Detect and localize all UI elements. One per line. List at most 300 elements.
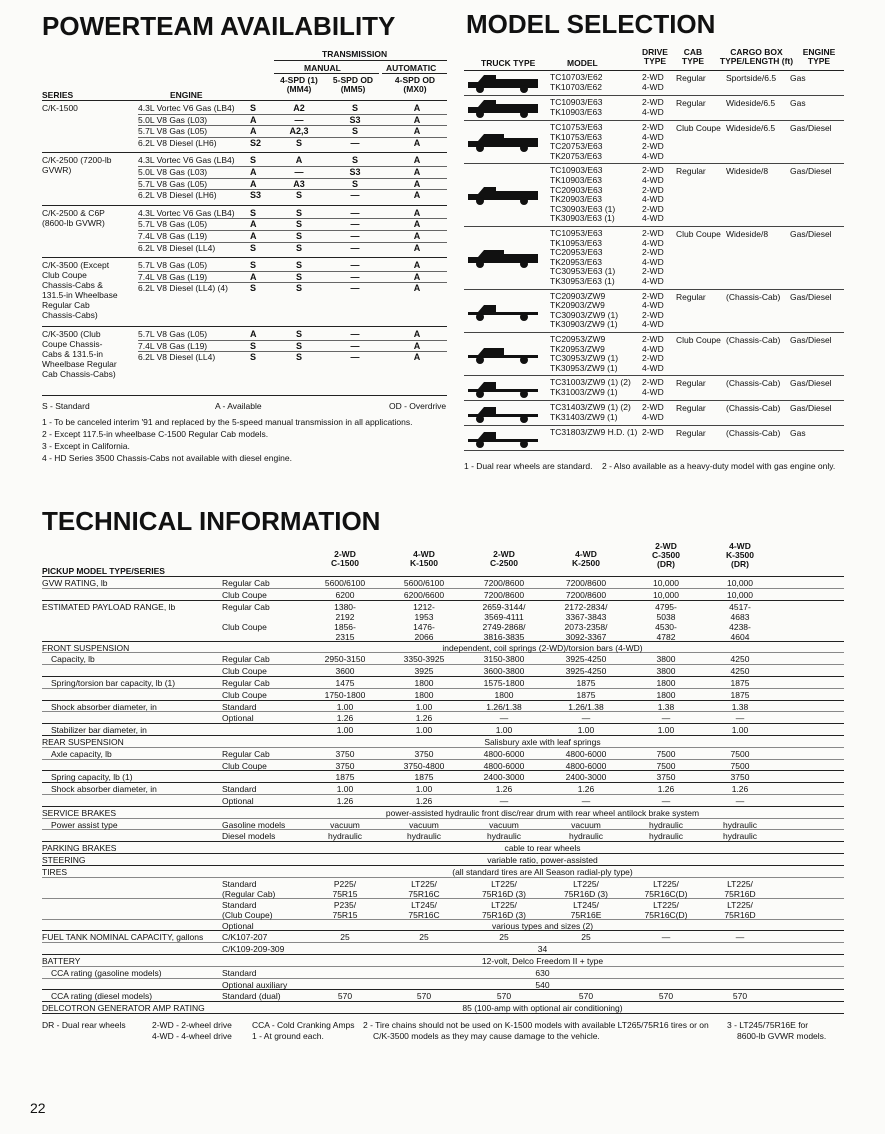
cell-value: LT225/ 75R16C <box>408 878 440 899</box>
model-code: TK20903/ZW9 <box>550 300 605 311</box>
engine-name: 4.3L Vortec V6 Gas (LB4) <box>138 155 235 166</box>
mm5-value: — <box>350 219 360 230</box>
avail-value: A <box>250 329 257 340</box>
cab-type: Club Coupe <box>676 123 721 133</box>
row-sub: Club Coupe <box>222 666 267 677</box>
cell-value: 7500 <box>730 748 750 759</box>
row-sub: Regular Cab <box>222 748 270 759</box>
model-selection-title: MODEL SELECTION <box>466 9 716 39</box>
model-list <box>550 428 637 438</box>
row-label: CCA rating (diesel models) <box>51 991 153 1002</box>
avail-value: S <box>250 242 257 253</box>
row-span-value: independent, coil springs (2-WD)/torsion bars (4-WD) <box>442 642 643 653</box>
mx0-value: A <box>413 283 421 294</box>
mm4-value: S <box>295 190 302 201</box>
drive-type: 4-WD <box>642 386 664 397</box>
tech-row <box>42 760 844 772</box>
model-list <box>550 292 618 330</box>
row-sub: Standard <box>222 967 257 978</box>
mx0-value: A <box>413 103 421 113</box>
divider <box>274 60 447 61</box>
engine-row <box>138 103 447 115</box>
mm4-value: — <box>294 166 304 177</box>
tech-col-header <box>466 550 542 568</box>
row-span-value: 630 <box>535 967 550 978</box>
drive-type: 2-WD <box>642 141 664 152</box>
row-sub: Regular Cab <box>222 677 270 688</box>
engine-row <box>138 329 447 341</box>
tech-row <box>42 653 844 665</box>
mm4-value: A2 <box>293 103 305 113</box>
cell-value: 1475 <box>335 677 355 688</box>
model-code: TK20753/E63 <box>550 150 602 161</box>
cell-value: 1.00 <box>336 784 354 795</box>
col-drive: 4-WD <box>413 549 435 559</box>
mm5-value: S <box>351 126 358 137</box>
cell-value: 1.00 <box>577 725 595 736</box>
row-sub: Club Coupe <box>222 589 267 600</box>
cell-value: P235/ 75R15 <box>332 899 358 920</box>
mm5-value: — <box>350 230 360 241</box>
mx0-value: A <box>413 230 421 241</box>
col-pickup-type: PICKUP MODEL TYPE/SERIES <box>42 566 165 576</box>
mm4-value: S <box>295 283 302 294</box>
drive-type: 4-WD <box>642 362 664 373</box>
model-selection-body <box>464 71 844 451</box>
cargo-box: (Chassis-Cab) <box>726 403 781 414</box>
col-engine: ENGINE <box>170 90 203 100</box>
row-sub: Optional <box>222 920 254 931</box>
model-row <box>464 376 844 401</box>
cell-value: 1.00 <box>495 725 513 736</box>
cell-value: 1800 <box>414 677 434 688</box>
row-label: Shock absorber diameter, in <box>51 701 157 712</box>
transmission-label: TRANSMISSION <box>322 49 388 59</box>
avail-value: S <box>250 103 257 113</box>
engine-name: 6.2L V8 Diesel (LH6) <box>138 137 217 148</box>
cell-value: LT225/ 75R16D <box>724 878 756 899</box>
avail-value: S <box>250 283 257 294</box>
col-drive: 4-WD <box>575 549 597 559</box>
cab-type: Club Coupe <box>676 228 721 239</box>
col-series: K-2500 <box>572 558 600 568</box>
mm4-value: S <box>295 352 302 363</box>
drive-type: 2-WD <box>642 184 664 195</box>
model-code: TC10903/E63 <box>550 165 603 176</box>
mm5-value: — <box>350 190 360 201</box>
cell-value: 5600/6100 <box>403 578 445 588</box>
model-code: TC20953/E63 <box>550 247 603 258</box>
mm4-value: S <box>295 340 302 351</box>
cell-value: 1.26 <box>415 795 433 806</box>
avail-value: A <box>250 219 257 230</box>
engine-row <box>138 219 447 231</box>
mm5-value: S <box>351 155 358 166</box>
row-label: FRONT SUSPENSION <box>42 642 130 653</box>
avail-value: S <box>250 340 257 351</box>
engine-name: 7.4L V8 Gas (L19) <box>138 271 208 282</box>
tech-row <box>42 771 844 783</box>
cell-value: 1.26/1.38 <box>486 701 522 712</box>
legend-available: A - Available <box>215 401 262 412</box>
divider <box>274 73 379 74</box>
drive-type: 4-WD <box>642 275 664 286</box>
mx0-value: A <box>413 207 421 218</box>
row-span-value: variable ratio, power-assisted <box>487 854 598 865</box>
col-cargo: CARGO BOX TYPE/LENGTH (ft) <box>719 47 794 66</box>
cell-value: LT225/ 75R16D (3) <box>482 878 526 899</box>
model-code: TC31003/ZW9 (1) (2) <box>550 377 631 388</box>
cell-value: 3350-3925 <box>403 654 445 665</box>
drive-type: 2-WD <box>642 402 664 413</box>
engine-name: 5.0L V8 Gas (L03) <box>138 166 208 177</box>
cell-value: LT245/ 75R16C <box>408 899 440 920</box>
model-code: TC31403/ZW9 (1) (2) <box>550 402 631 413</box>
engine-name: 6.2L V8 Diesel (LH6) <box>138 190 217 201</box>
cell-value: 7500 <box>730 760 750 771</box>
avail-value: S2 <box>250 137 262 148</box>
avail-value: A <box>250 230 257 241</box>
model-code: TC30903/E63 (1) <box>550 203 616 214</box>
engine-row <box>138 179 447 191</box>
engine-name: 5.7L V8 Gas (L05) <box>138 219 208 230</box>
row-label: BATTERY <box>42 955 81 966</box>
model-code: TC31803/ZW9 H.D. (1) <box>550 427 638 438</box>
cell-value: 4800-6000 <box>483 760 525 771</box>
cell-value: 1800 <box>494 689 514 700</box>
tech-row <box>42 830 844 842</box>
cargo-box: Sportside/6.5 <box>726 73 777 83</box>
row-label: STEERING <box>42 854 86 865</box>
col-drive: C-3500 <box>652 550 680 560</box>
pickup-truck-icon <box>464 131 542 153</box>
model-code: TK20953/ZW9 <box>550 343 605 354</box>
mm5-value: — <box>350 352 360 363</box>
drive-type: 2-WD <box>642 122 664 132</box>
drive-type: 4-WD <box>642 194 664 205</box>
col-drive: K-3500 <box>726 550 754 560</box>
series-label: C/K-3500 (Except Club Coupe Chassis-Cabs & 131.5-in Wheelbase Regular Cab Chassis-Cabs) <box>42 260 118 321</box>
row-label: GVW RATING, lb <box>42 578 108 588</box>
drive-type: 4-WD <box>642 256 664 267</box>
cell-value: LT225/ 75R16D <box>724 899 756 920</box>
engine-name: 5.7L V8 Gas (L05) <box>138 178 208 189</box>
cell-value: 4800-6000 <box>483 748 525 759</box>
cell-value: 3750 <box>730 772 750 783</box>
cell-value: 570 <box>578 991 594 1002</box>
model-row <box>464 71 844 96</box>
tech-row <box>42 665 844 677</box>
tech-row <box>42 736 844 748</box>
tech-col-header <box>628 542 704 569</box>
cell-value: — <box>499 713 509 724</box>
series-label: C/K-3500 (Club Coupe Chassis-Cabs & 131.5-in Wheelbase Regular Cab Chassis-Cabs) <box>42 329 117 380</box>
cell-value: 2400-3000 <box>483 772 525 783</box>
drive-type: 4-WD <box>642 411 664 422</box>
mx0-value: A <box>413 126 421 137</box>
cell-value: 4250 <box>730 666 750 677</box>
cell-value: 4250 <box>730 654 750 665</box>
cell-value: vacuum <box>409 819 439 830</box>
model-code: TC30903/ZW9 (1) <box>550 309 619 320</box>
cell-value: 7200/8600 <box>483 589 525 600</box>
drive-type: 2-WD <box>642 309 664 320</box>
foot-dr: DR - Dual rear wheels <box>42 1019 126 1030</box>
foot-note3a: 3 - LT245/75R16E for <box>727 1019 809 1030</box>
col-drive: 2-WD <box>334 549 356 559</box>
automatic-label: AUTOMATIC <box>386 63 437 73</box>
model-code: TK31003/ZW9 (1) <box>550 386 618 397</box>
series-group <box>42 101 447 153</box>
drive-list <box>642 166 664 224</box>
foot-4wd: 4-WD - 4-wheel drive <box>152 1030 232 1041</box>
avail-value: S <box>250 207 257 218</box>
col-engine-type: ENGINE TYPE <box>802 47 836 66</box>
mm5-value: S3 <box>349 166 361 177</box>
drive-list <box>642 98 664 117</box>
drive-type: 4-WD <box>642 237 664 248</box>
drive-list <box>642 378 664 397</box>
row-label: ESTIMATED PAYLOAD RANGE, lb <box>42 601 176 612</box>
engine-row <box>138 126 447 138</box>
cell-value: 570 <box>658 991 674 1002</box>
model-code: TK10953/E63 <box>550 237 602 248</box>
mx0-value: A <box>413 219 421 230</box>
engine-row <box>138 272 447 284</box>
cell-value: 3925-4250 <box>565 666 607 677</box>
row-span-value: cable to rear wheels <box>504 843 581 854</box>
cab-type: Regular <box>676 73 706 83</box>
col-4spd-1: 4-SPD (1) (MM4) <box>280 75 318 94</box>
foot-note2a: 2 - Tire chains should not be used on K-1500 models with available LT265/75R16 tires or on <box>363 1019 709 1030</box>
col-model: MODEL <box>567 58 598 68</box>
engine-row <box>138 260 447 272</box>
col-drive: DRIVE TYPE <box>642 47 668 66</box>
cell-value: 2749-2868/ 3816-3835 <box>482 621 526 642</box>
cell-value: 2400-3000 <box>565 772 607 783</box>
row-span-value: 34 <box>537 944 548 955</box>
col-drive: 2-WD <box>493 549 515 559</box>
cell-value: 3600 <box>335 666 355 677</box>
cell-value: 7500 <box>656 748 676 759</box>
engine-row <box>138 341 447 353</box>
series-group <box>42 327 447 396</box>
cell-value: 1380- 2192 <box>334 601 356 622</box>
row-sub: Optional auxiliary <box>222 979 288 990</box>
avail-value: A <box>250 114 257 125</box>
drive-type: 4-WD <box>642 81 664 92</box>
cell-value: 1750-1800 <box>324 689 366 700</box>
mm4-value: A3 <box>293 178 305 189</box>
cargo-box: Wideside/8 <box>726 228 769 239</box>
mm4-value: A <box>295 155 303 166</box>
drive-type: 4-WD <box>642 174 664 185</box>
cell-value: 6200/6600 <box>403 589 445 600</box>
mm4-value: S <box>295 219 302 230</box>
mm5-value: — <box>350 329 360 340</box>
cell-value: vacuum <box>571 819 601 830</box>
cell-value: 1875 <box>730 689 750 700</box>
mm5-value: — <box>350 340 360 351</box>
model-list <box>550 229 615 287</box>
model-list <box>550 98 602 117</box>
drive-type: 2-WD <box>642 247 664 258</box>
avail-value: S <box>250 260 257 271</box>
cell-value: 1.00 <box>415 784 433 795</box>
model-row <box>464 164 844 227</box>
pickup-truck-icon <box>464 402 542 424</box>
cell-value: 4800-6000 <box>565 760 607 771</box>
model-code: TK30953/E63 (1) <box>550 275 615 286</box>
row-sub: Standard (Club Coupe) <box>222 899 273 920</box>
cell-value: — <box>499 795 509 806</box>
cell-value: 10,000 <box>653 589 679 600</box>
engine-row <box>138 283 447 294</box>
model-code: TC20753/E63 <box>550 141 603 152</box>
model-list <box>550 335 618 373</box>
series-label: C/K-2500 (7200-lb GVWR) <box>42 155 112 176</box>
model-row <box>464 227 844 290</box>
cell-value: 7200/8600 <box>565 578 607 588</box>
mm4-value: S <box>295 260 302 271</box>
cell-value: 1.26 <box>495 784 513 795</box>
engine-type: Gas/Diesel <box>790 123 832 133</box>
cab-type: Regular <box>676 291 706 302</box>
avail-value: A <box>250 271 257 282</box>
mx0-value: A <box>413 260 421 271</box>
tech-row <box>42 601 844 621</box>
model-code: TC20903/ZW9 <box>550 290 606 301</box>
engine-name: 5.0L V8 Gas (L03) <box>138 114 208 125</box>
tech-row <box>42 621 844 642</box>
drive-type: 4-WD <box>642 213 664 224</box>
row-sub: Diesel models <box>222 831 276 842</box>
engine-row <box>138 352 447 363</box>
cell-value: LT225/ 75R16D (3) <box>482 899 526 920</box>
model-code: TC20903/E63 <box>550 184 603 195</box>
tech-row <box>42 955 844 967</box>
model-code: TC10753/E63 <box>550 122 603 132</box>
series-label: C/K-1500 <box>42 103 78 113</box>
col-series: C-1500 <box>331 558 359 568</box>
tech-row <box>42 577 844 589</box>
drive-list <box>642 123 664 161</box>
page-number: 22 <box>30 1100 46 1116</box>
row-span-value: 12-volt, Delco Freedom II + type <box>481 955 604 966</box>
model-code: TK20903/E63 <box>550 194 602 205</box>
mm5-value: S <box>351 178 358 189</box>
cell-value: 1.00 <box>731 725 749 736</box>
foot-cca: CCA - Cold Cranking Amps <box>252 1019 355 1030</box>
cell-value: 1.26 <box>336 713 354 724</box>
cargo-box: (Chassis-Cab) <box>726 291 781 302</box>
avail-value: A <box>250 126 257 137</box>
drive-type: 2-WD <box>642 333 664 344</box>
cargo-box: Wideside/8 <box>726 166 769 177</box>
engine-name: 5.7L V8 Gas (L05) <box>138 126 208 137</box>
tech-row <box>42 842 844 854</box>
engine-row <box>138 190 447 201</box>
col-truck-type: TRUCK TYPE <box>481 58 536 68</box>
cell-value: 3925 <box>414 666 434 677</box>
avail-value: A <box>250 166 257 177</box>
tech-row <box>42 724 844 736</box>
cell-value: 1.26 <box>731 784 749 795</box>
tech-col-header <box>548 550 624 568</box>
mx0-value: A <box>413 329 421 340</box>
tech-row <box>42 807 844 819</box>
cell-value: 1.26 <box>415 713 433 724</box>
pickup-truck-icon <box>464 343 542 365</box>
powerteam-body <box>42 101 447 396</box>
cell-value: 1800 <box>656 677 676 688</box>
row-span-value: power-assisted hydraulic front disc/rear drum with rear wheel antilock brake system <box>385 807 700 818</box>
avail-value: A <box>250 178 257 189</box>
tech-row <box>42 979 844 991</box>
cell-value: hydraulic <box>327 831 363 842</box>
model-code: TK10903/E63 <box>550 106 602 117</box>
row-label: Axle capacity, lb <box>51 748 112 759</box>
mm4-value: S <box>295 137 302 148</box>
mx0-value: A <box>413 190 421 201</box>
cell-value: 1.26 <box>336 795 354 806</box>
cell-value: hydraulic <box>722 819 758 830</box>
tech-row <box>42 701 844 713</box>
row-sub: Club Coupe <box>222 689 267 700</box>
col-series: (DR) <box>657 559 675 569</box>
drive-type: 2-WD <box>642 203 664 214</box>
mm4-value: S <box>295 271 302 282</box>
engine-row <box>138 208 447 220</box>
technical-body <box>42 577 844 1014</box>
cell-value: hydraulic <box>648 831 684 842</box>
footnote: 3 - Except in California. <box>42 441 130 452</box>
drive-type: 2-WD <box>642 72 664 82</box>
col-5spd: 5-SPD OD (MM5) <box>332 75 374 94</box>
row-sub: Gasoline models <box>222 819 286 830</box>
row-sub: Regular Cab <box>222 654 270 665</box>
powerteam-notes <box>42 417 447 463</box>
engine-name: 5.7L V8 Gas (L05) <box>138 260 208 271</box>
cell-value: vacuum <box>489 819 519 830</box>
foot-ground: 1 - At ground each. <box>252 1030 324 1041</box>
model-code: TK31403/ZW9 (1) <box>550 411 618 422</box>
drive-type: 4-WD <box>642 300 664 311</box>
model-code: TK30903/E63 (1) <box>550 213 615 224</box>
model-row <box>464 333 844 376</box>
drive-type: 2-WD <box>642 266 664 277</box>
mx0-value: A <box>413 271 421 282</box>
drive-type: 2-WD <box>642 227 664 238</box>
cell-value: 1856- 2315 <box>334 621 356 642</box>
row-label: SERVICE BRAKES <box>42 807 117 818</box>
tech-row <box>42 967 844 979</box>
cell-value: 3800 <box>656 654 676 665</box>
cab-type: Regular <box>676 166 706 177</box>
drive-type: 2-WD <box>642 290 664 301</box>
tech-row <box>42 795 844 807</box>
col-series: (DR) <box>731 559 749 569</box>
drive-type: 2-WD <box>642 353 664 364</box>
tech-row <box>42 854 844 866</box>
cell-value: 4238- 4604 <box>729 621 751 642</box>
legend-standard: S - Standard <box>42 401 90 412</box>
technical-table <box>42 540 844 1054</box>
mm4-value: A2,3 <box>289 126 309 137</box>
mm4-value: S <box>295 230 302 241</box>
model-code: TK10903/E63 <box>550 174 602 185</box>
cell-value: 570 <box>337 991 353 1002</box>
